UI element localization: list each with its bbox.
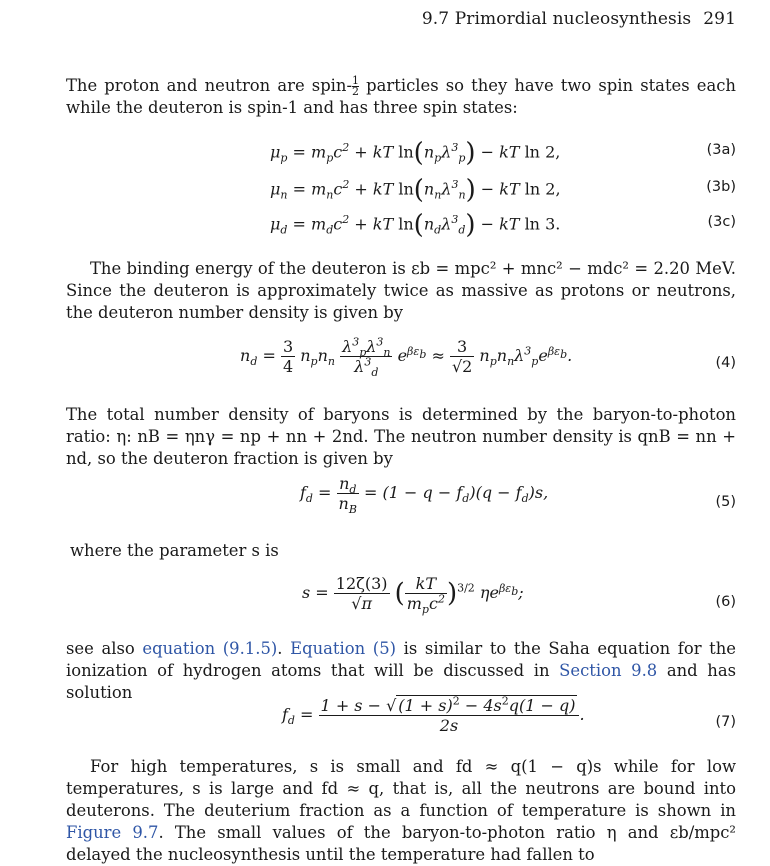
equation-label: (4) — [715, 355, 736, 371]
text-run: . The small values of the baryon-to-photon ratio η and εb/mpc² delayed the nucleosynthesis until the temperature had fallen to — [66, 823, 737, 864]
paragraph-binding-energy: The binding energy of the deuteron is εb = mpc² + mnc² − mdc² = 2.20 MeV. Since the deuteron is approximately twice as massive as protons or neutrons, the deuteron number density is given by — [66, 259, 736, 322]
page-number: 291 — [703, 9, 736, 29]
text-run: . — [277, 639, 291, 658]
text-run: and has solution — [66, 661, 736, 702]
equation-label: (5) — [715, 494, 736, 510]
page: 9.7 Primordial nucleosynthesis 291 The proton and neutron are spin- $\frac{1}{2}$ particles so they have two spin states each while the deuteron is spin-1 and has three spin states: $\mu_p = m_pc^2$ + kT $\ln(n_p\lambda^3_p)$ − kT ln 2, (3a) $\mu_n = m_nc^2$ + kT $\ln(n_n\lambda^3_n)$ − kT ln 2, (3b) $\mu_d = m_dc^2$ + kT $\ln(n_d\lambda^3_d)$ − kT ln 3. (3c) The binding energy of the deuteron is εb = mpc² + mnc² − mdc² = 2.20 MeV. Since the deuteron is approximately twice as massive as protons or neutrons, the deuteron number density is given by $n_d$ = $\frac{3}{4}$ $n_pn_n$ $\frac{\lambda^3_p\lambda^3_n}{\lambda^3_d}$ $e^{\beta\varepsilon_b}$ ≈ $\frac{3}{√2}$ $n_pn_n\lambda^3_pe^{\beta\varepsilon_b}$. (4) The total number density of baryons is determined by the baryon-to-photon ratio: η: nB = ηnγ = np + nn + 2nd. The neutron number density is qnB = nn + nd, so the deuteron fraction is given by $f_d$ = $\frac{n_d}{n_B}$ = $(1 - q - f_d)(q - f_d)s$, (5) where the parameter s is s = $\frac{12\zeta(3)}{√\pi}$ ( $\frac{kT}{m_pc^2}$ )$^{3/2}$ $\eta e^{\beta\varepsilon_b}$; (6) see also equation (9.1.5). Equation (5) is similar to the Saha equation for the ionization of hydrogen atoms that will be discussed in Section 9.8 and has solution $f_d$ = $\frac{1 + s - √ (1 + s)^2 - 4s^2q(1 - q)}{2s}$ . (7) For high temperatures, s is small and fd ≈ q(1 − q)s while for low temperatures, s is large and fd ≈ q, that is, all the neutrons are bound into deuterons. The deuterium fraction as a function of temperature is shown in Figure 9.7. The small values of the baryon-to-photon ratio η and εb/mpc² delayed the nucleosynthesis until the temperature had fallen to — [0, 0, 770, 846]
link-figure-9-7[interactable]: Figure 9.7 — [66, 823, 159, 842]
link-equation-9-1-5[interactable]: equation (9.1.5) — [142, 639, 278, 658]
section-title: 9.7 Primordial nucleosynthesis — [421, 9, 692, 29]
paragraph-temperatures — [66, 756, 736, 866]
fraction-half: $\frac{1}{2}$ — [352, 74, 360, 98]
equation-label: (6) — [715, 594, 736, 610]
equation-label: (7) — [715, 714, 736, 730]
equation-label: (3c) — [707, 214, 736, 230]
running-head — [422, 9, 736, 29]
link-section-9-8[interactable]: Section 9.8 — [559, 661, 658, 680]
link-equation-5[interactable]: Equation (5) — [290, 639, 397, 658]
text-run: The proton and neutron are spin- — [66, 76, 353, 95]
text-run: particles so they have two spin states each while the deuteron is spin-1 and has three spin states: — [66, 76, 736, 117]
equation-label: (3a) — [706, 142, 736, 158]
paragraph-parameter-s: where the parameter s is — [70, 541, 279, 560]
text-run: For high temperatures, s is small and fd ≈ q(1 − q)s while for low temperatures, s is large and fd ≈ q, that is, all the neutrons are bound into deuterons. The deuterium fraction as a function of temperature is shown in — [66, 757, 736, 820]
text-run: is similar to the Saha equation for the ionization of hydrogen atoms that will be discussed in — [66, 639, 737, 680]
paragraph-spin-states — [66, 75, 736, 119]
text-run: see also — [66, 639, 143, 658]
paragraph-baryon-density: The total number density of baryons is determined by the baryon-to-photon ratio: η: nB = ηnγ = np + nn + 2nd. The neutron number density is qnB = nn + nd, so the deuteron fraction is given by — [66, 405, 736, 468]
equation-label: (3b) — [706, 179, 736, 195]
